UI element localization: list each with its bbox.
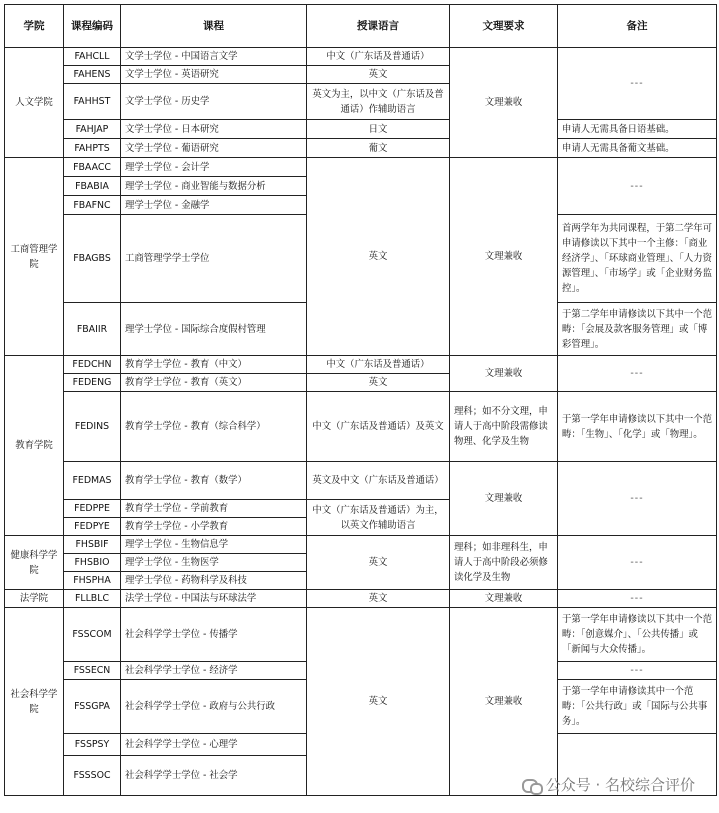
col-header-course: 课程 (121, 5, 307, 48)
course-cell: 理学士学位 - 生物信息学 (121, 536, 307, 554)
code-cell: FEDCHN (64, 356, 121, 374)
course-cell: 文学士学位 - 日本研究 (121, 120, 307, 139)
language-cell: 英文 (307, 536, 450, 590)
code-cell: FBAACC (64, 158, 121, 177)
code-cell: FHSPHA (64, 572, 121, 590)
requirement-cell: 文理兼收 (450, 356, 558, 392)
faculty-cell: 社会科学学院 (5, 608, 64, 796)
code-cell: FBAFNC (64, 196, 121, 215)
requirement-cell: 文理兼收 (450, 158, 558, 356)
course-cell: 教育学士学位 - 教育（数学） (121, 462, 307, 500)
code-cell: FAHENS (64, 66, 121, 84)
course-cell: 理学士学位 - 会计学 (121, 158, 307, 177)
language-cell: 英文 (307, 158, 450, 356)
requirement-cell: 文理兼收 (450, 462, 558, 536)
code-cell: FAHJAP (64, 120, 121, 139)
requirement-cell: 文理兼收 (450, 590, 558, 608)
course-cell: 理学士学位 - 国际综合度假村管理 (121, 303, 307, 356)
table-row (5, 139, 717, 158)
requirement-cell: 理科；如非理科生，申请人于高中阶段必须修读化学及生物 (450, 536, 558, 590)
watermark (522, 774, 695, 795)
faculty-cell: 教育学院 (5, 356, 64, 536)
requirement-cell: 理科；如不分文理，申请人于高中阶段需修读物理、化学及生物 (450, 392, 558, 462)
course-cell: 理学士学位 - 商业智能与数据分析 (121, 177, 307, 196)
table-row (5, 356, 717, 374)
course-cell: 法学士学位 - 中国法与环球法学 (121, 590, 307, 608)
code-cell: FAHPTS (64, 139, 121, 158)
requirement-cell: 文理兼收 (450, 48, 558, 158)
header-row (5, 5, 717, 48)
course-cell: 工商管理学学士学位 (121, 215, 307, 303)
faculty-cell: 法学院 (5, 590, 64, 608)
course-cell: 理学士学位 - 金融学 (121, 196, 307, 215)
remarks-cell: --- (558, 158, 717, 215)
table-row (5, 590, 717, 608)
remarks-cell: --- (558, 48, 717, 120)
course-cell: 理学士学位 - 药物科学及科技 (121, 572, 307, 590)
remarks-cell: 申请人无需具备葡文基础。 (558, 139, 717, 158)
remarks-cell: --- (558, 590, 717, 608)
language-cell: 中文（广东话及普通话）及英文 (307, 392, 450, 462)
remarks-cell: 于第一学年申请修读其中一个范畴：「公共行政」或「国际与公共事务」。 (558, 680, 717, 734)
course-cell: 教育学士学位 - 教育（英文） (121, 374, 307, 392)
code-cell: FSSSOC (64, 756, 121, 796)
code-cell: FEDINS (64, 392, 121, 462)
language-cell: 中文（广东话及普通话） (307, 48, 450, 66)
faculty-cell: 工商管理学院 (5, 158, 64, 356)
remarks-cell: 于第一学年申请修读以下其中一个范畴：「生物」、「化学」或「物理」。 (558, 392, 717, 462)
course-cell: 教育学士学位 - 教育（综合科学） (121, 392, 307, 462)
col-header-requirement: 文理要求 (450, 5, 558, 48)
code-cell: FEDENG (64, 374, 121, 392)
course-cell: 教育学士学位 - 小学教育 (121, 518, 307, 536)
faculty-cell: 人文学院 (5, 48, 64, 158)
course-cell: 社会科学学士学位 - 政府与公共行政 (121, 680, 307, 734)
language-cell: 中文（广东话及普通话）为主，以英文作辅助语言 (307, 500, 450, 536)
code-cell: FAHHST (64, 84, 121, 120)
code-cell: FEDPPE (64, 500, 121, 518)
course-cell: 文学士学位 - 英语研究 (121, 66, 307, 84)
table-row (5, 608, 717, 662)
remarks-cell: --- (558, 356, 717, 392)
table-row (5, 48, 717, 66)
course-cell: 社会科学学士学位 - 经济学 (121, 662, 307, 680)
table-row (5, 536, 717, 554)
language-cell: 英文 (307, 374, 450, 392)
programme-table (4, 4, 717, 796)
col-header-remarks: 备注 (558, 5, 717, 48)
code-cell: FSSCOM (64, 608, 121, 662)
language-cell: 英文为主，以中文（广东话及普通话）作辅助语言 (307, 84, 450, 120)
code-cell: FEDPYE (64, 518, 121, 536)
language-cell: 日文 (307, 120, 450, 139)
course-cell: 理学士学位 - 生物医学 (121, 554, 307, 572)
table-row (5, 462, 717, 500)
watermark-text: 公众号 · 名校综合评价 (545, 776, 695, 794)
code-cell: FHSBIO (64, 554, 121, 572)
remarks-cell: --- (558, 462, 717, 536)
course-cell: 文学士学位 - 历史学 (121, 84, 307, 120)
table-row (5, 120, 717, 139)
code-cell: FAHCLL (64, 48, 121, 66)
course-cell: 社会科学学士学位 - 传播学 (121, 608, 307, 662)
col-header-faculty: 学院 (5, 5, 64, 48)
remarks-cell: 首两学年为共同课程，于第二学年可申请修读以下其中一个主修：「商业经济学」、「环球商业管理」、「人力资源管理」、「市场学」或「企业财务监控」。 (558, 215, 717, 303)
language-cell: 英文 (307, 608, 450, 796)
code-cell: FEDMAS (64, 462, 121, 500)
course-cell: 教育学士学位 - 教育（中文） (121, 356, 307, 374)
language-cell: 英文 (307, 590, 450, 608)
code-cell: FBAIIR (64, 303, 121, 356)
table-row (5, 158, 717, 177)
col-header-code: 课程编码 (64, 5, 121, 48)
remarks-cell: 申请人无需具备日语基础。 (558, 120, 717, 139)
course-cell: 社会科学学士学位 - 心理学 (121, 734, 307, 756)
language-cell: 英文及中文（广东话及普通话） (307, 462, 450, 500)
code-cell: FSSPSY (64, 734, 121, 756)
remarks-cell: --- (558, 536, 717, 590)
course-cell: 文学士学位 - 葡语研究 (121, 139, 307, 158)
table-row (5, 392, 717, 462)
col-header-language: 授课语言 (307, 5, 450, 48)
code-cell: FLLBLC (64, 590, 121, 608)
course-cell: 社会科学学士学位 - 社会学 (121, 756, 307, 796)
remarks-cell: 于第一学年申请修读以下其中一个范畴：「创意媒介」、「公共传播」或「新闻与大众传播」。 (558, 608, 717, 662)
remarks-cell: --- (558, 662, 717, 680)
code-cell: FBAGBS (64, 215, 121, 303)
language-cell: 中文（广东话及普通话） (307, 356, 450, 374)
course-cell: 文学士学位 - 中国语言文学 (121, 48, 307, 66)
code-cell: FHSBIF (64, 536, 121, 554)
remarks-cell: 于第二学年申请修读以下其中一个范畴：「会展及款客服务管理」或「博彩管理」。 (558, 303, 717, 356)
language-cell: 葡文 (307, 139, 450, 158)
code-cell: FBABIA (64, 177, 121, 196)
faculty-cell: 健康科学学院 (5, 536, 64, 590)
language-cell: 英文 (307, 66, 450, 84)
chat-bubbles-icon (522, 777, 540, 793)
course-cell: 教育学士学位 - 学前教育 (121, 500, 307, 518)
code-cell: FSSGPA (64, 680, 121, 734)
requirement-cell: 文理兼收 (450, 608, 558, 796)
code-cell: FSSECN (64, 662, 121, 680)
